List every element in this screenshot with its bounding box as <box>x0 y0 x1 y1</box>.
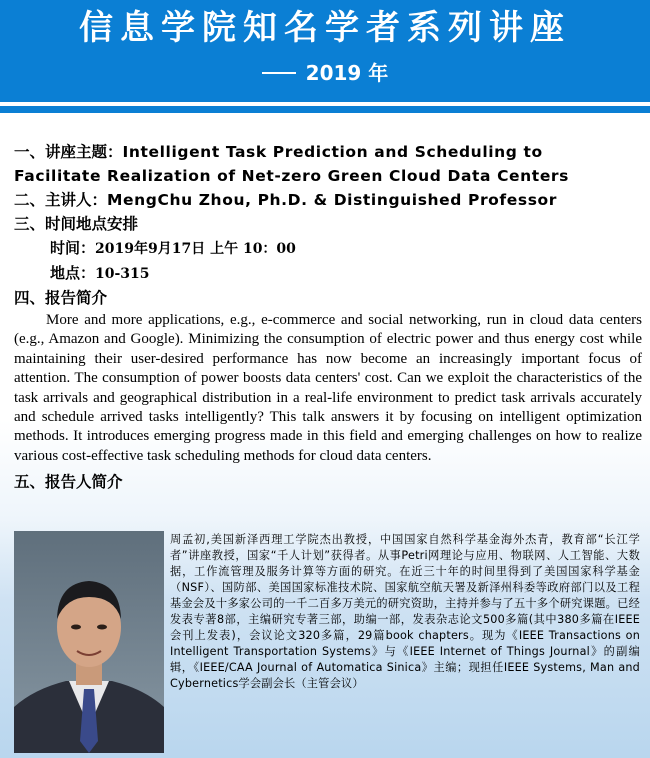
place-value: 10-315 <box>95 266 150 282</box>
content <box>14 140 642 494</box>
section-speaker <box>14 188 642 212</box>
section-abstract: 四、报告简介 <box>14 289 108 307</box>
speaker-portrait-image <box>14 531 164 753</box>
header-banner <box>0 0 650 102</box>
poster-title: 信息学院知名学者系列讲座 <box>79 8 571 48</box>
bio-text: 周孟初,美国新泽西理工学院杰出教授，中国国家自然科学基金海外杰青，教育部“长江学者”讲座教授，国家“千人计划”获得者。从事Petri网理论与应用、物联网、人工智能、大数据，工作流管理及服务计算等方面的研究。在近三十年的时间里得到了美国国家科学基金（NSF）、国防部、美国国家标准技术院、国家航空航天署及新泽州科委等政府部门以及工程基金会及十多家公司的一千二百多万美元的研究资助，主持并参与了五十多个研究课题。已经发表专著8部，主编研究专著三部，助编一部，发表杂志论文500多篇(其中380多篇在IEEE 会刊上发表)，会议论文320多篇，29篇book chapters。现为《IEEE Transactions on Intelligent Transportation Systems》与《IEEE Internet of Things Journal》的副编辑，《IEEE/CAA Journal of Automatica Sinica》主编；现担任IEEE Systems, Man and Cybernetics学会副会长（主管会议） <box>170 533 640 690</box>
year-text: 2019 年 <box>305 61 389 85</box>
section-bio: 五、报告人简介 <box>14 473 123 492</box>
speaker-text: MengChu Zhou, Ph.D. & Distinguished Professor <box>107 191 558 209</box>
schedule-place <box>14 261 642 286</box>
poster-year <box>0 58 650 88</box>
abstract-text: More and more applications, e.g., e-commerce and social networking, run in cloud data centers (e.g., Amazon and Google). Minimizing the consumption of electric power and thus energy cost while maintaining their user-desired performance has now become an increasingly important focus of attention. The consumption of power boosts data centers' cost. Can we exploit the characteristics of the task arrivals and geographical distribution in a real-life environment to predict task arrivals accurately and schedule arrived tasks intelligently? This talk answers it by focusing on intelligent optimization methods. It introduces emerging progress made in this field and emerging challenges on how to realize various cost-effective task scheduling methods for cloud data centers. <box>14 312 642 464</box>
topic-text-line1: Intelligent Task Prediction and Scheduling to <box>122 143 543 161</box>
schedule-time <box>14 236 642 261</box>
time-label: 时间： <box>50 239 96 257</box>
year-dash <box>262 72 296 74</box>
place-label: 地点： <box>50 264 96 282</box>
topic-label: 一、讲座主题： <box>14 143 123 161</box>
speaker-label: 二、主讲人： <box>14 191 108 209</box>
speaker-photo <box>14 531 164 753</box>
section-topic <box>14 140 642 164</box>
topic-text-line2: Facilitate Realization of Net-zero Green Cloud Data Centers <box>14 167 569 185</box>
header-divider-blue <box>0 106 650 113</box>
topic-text-line2-row <box>14 164 642 188</box>
section-schedule: 三、时间地点安排 <box>14 215 139 233</box>
time-value: 2019年9月17日 上午 10：00 <box>95 241 296 257</box>
